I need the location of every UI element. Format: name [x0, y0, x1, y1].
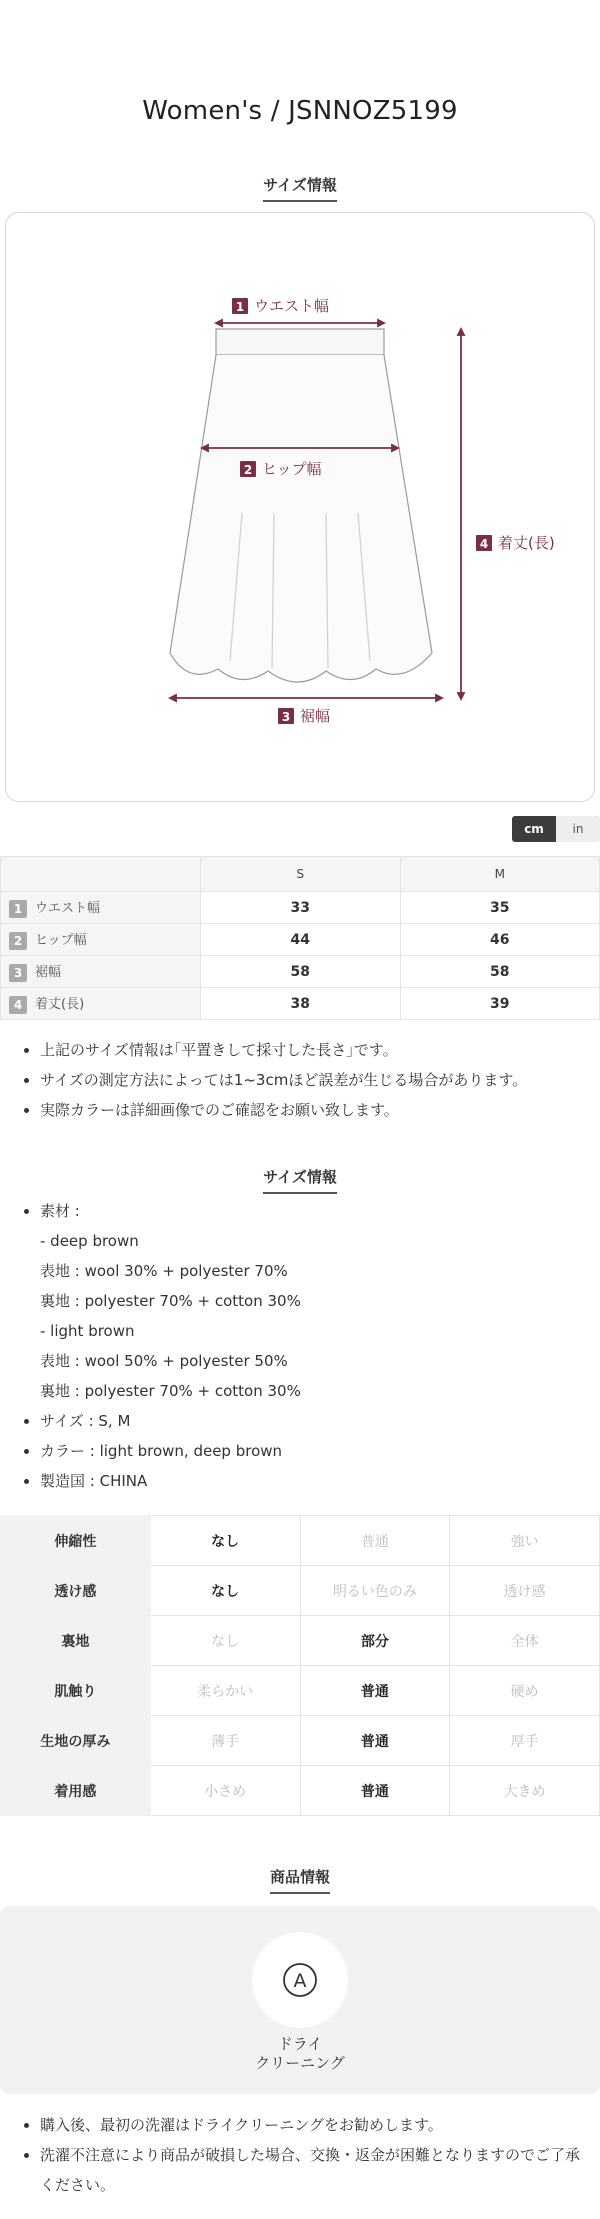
feel-option-selected: なし: [150, 1516, 300, 1566]
feel-row-label: 生地の厚み: [1, 1716, 151, 1766]
feel-option: 大きめ: [450, 1766, 600, 1816]
feel-option: 全体: [450, 1616, 600, 1666]
size-info-heading: サイズ情報: [0, 174, 600, 202]
feel-option: 透け感: [450, 1566, 600, 1616]
origin-item: • 製造国 : CHINA: [40, 1466, 585, 1496]
svg-text:4: 4: [479, 537, 489, 551]
size-notes: [40, 1035, 585, 1125]
feel-row-label: 肌触り: [1, 1666, 151, 1716]
feel-option: 薄手: [150, 1716, 300, 1766]
svg-text:ウエスト幅: ウエスト幅: [254, 297, 330, 315]
feel-option: 普通: [300, 1516, 450, 1566]
material-item: • 素材 : - deep brown 表地 : wool 30% + polyester 70% 裏地 : polyester 70% + cotton 30% - light brown 表地 : wool 50% + polyester 50% 裏地 : polyester 70% + cotton 30%: [40, 1196, 585, 1406]
size-diagram: [5, 212, 595, 802]
list-item: • 上記のサイズ情報は｢平置きして採寸した長さ｣です。: [40, 1035, 585, 1065]
material-line: 表地 : wool 30% + polyester 70%: [40, 1262, 288, 1280]
table-cell: 35: [400, 892, 600, 924]
label-waist: [232, 297, 329, 315]
svg-text:A: A: [293, 1970, 307, 1992]
table-row: [1, 1616, 600, 1666]
table-cell: 58: [201, 956, 401, 988]
list-item: • 実際カラーは詳細画像でのご確認をお願い致します。: [40, 1095, 585, 1125]
table-row: [1, 1666, 600, 1716]
svg-text:3: 3: [281, 710, 291, 724]
table-row: [1, 1566, 600, 1616]
svg-text:着丈(長): 着丈(長): [498, 534, 555, 552]
dry-clean-icon: [252, 1932, 348, 2028]
page-title: Women's / JSNNOZ5199: [142, 96, 458, 126]
care-panel: [0, 1906, 600, 2094]
care-label: ドライ クリーニング: [255, 2035, 345, 2072]
table-row: [1, 892, 600, 924]
table-cell: 38: [201, 988, 401, 1020]
svg-text:2: 2: [243, 463, 253, 477]
feel-option-selected: なし: [150, 1566, 300, 1616]
list-item: • 購入後、最初の洗濯はドライクリーニングをお勧めします。: [40, 2110, 585, 2140]
skirt-illustration: [170, 329, 432, 682]
svg-text:ヒップ幅: ヒップ幅: [262, 460, 322, 478]
product-details-list: [40, 1196, 585, 1496]
size-column-m: M: [400, 857, 600, 892]
table-row: [1, 988, 600, 1020]
svg-text:裾幅: 裾幅: [300, 707, 331, 725]
size-column-s: S: [201, 857, 401, 892]
size-table-corner: [1, 857, 201, 892]
feel-option-selected: 普通: [300, 1766, 450, 1816]
label-hip: [240, 460, 322, 478]
feel-option: なし: [150, 1616, 300, 1666]
row-label-length: 4 着丈(長): [1, 988, 201, 1020]
unit-in-button[interactable]: in: [556, 816, 600, 842]
care-notes: [40, 2110, 585, 2200]
table-cell: 58: [400, 956, 600, 988]
material-line: 裏地 : polyester 70% + cotton 30%: [40, 1382, 301, 1400]
list-item: • サイズの測定方法によっては1~3cmほど誤差が生じる場合があります。: [40, 1065, 585, 1095]
list-item: • 洗濯不注意により商品が破損した場合、交換・返金が困難となりますのでご了承ください。: [40, 2140, 585, 2200]
feel-row-label: 着用感: [1, 1766, 151, 1816]
row-label-waist: 1 ウエスト幅: [1, 892, 201, 924]
feel-option: 厚手: [450, 1716, 600, 1766]
skirt-diagram-svg: [6, 213, 596, 803]
table-cell: 39: [400, 988, 600, 1020]
label-hem: [278, 707, 330, 725]
sizes-item: • サイズ : S, M: [40, 1406, 585, 1436]
material-line: - light brown: [40, 1322, 135, 1340]
table-cell: 44: [201, 924, 401, 956]
table-row: [1, 924, 600, 956]
feel-option: 強い: [450, 1516, 600, 1566]
feel-row-label: 裏地: [1, 1616, 151, 1666]
material-line: 表地 : wool 50% + polyester 50%: [40, 1352, 288, 1370]
size-table: [0, 856, 600, 1020]
size-table-header: [1, 857, 600, 892]
product-info-heading: 商品情報: [0, 1866, 600, 1894]
unit-cm-button[interactable]: cm: [512, 816, 556, 842]
material-line: 裏地 : polyester 70% + cotton 30%: [40, 1292, 301, 1310]
fabric-feel-table: [0, 1515, 600, 1816]
colors-item: • カラー : light brown, deep brown: [40, 1436, 585, 1466]
feel-option: 硬め: [450, 1666, 600, 1716]
detail-info-heading: サイズ情報: [0, 1166, 600, 1194]
feel-option-selected: 普通: [300, 1666, 450, 1716]
row-label-hem: 3 裾幅: [1, 956, 201, 988]
label-length: [476, 534, 555, 552]
table-row: [1, 1716, 600, 1766]
svg-text:1: 1: [235, 300, 245, 314]
row-label-hip: 2 ヒップ幅: [1, 924, 201, 956]
feel-option-selected: 普通: [300, 1716, 450, 1766]
table-row: [1, 1516, 600, 1566]
table-row: [1, 1766, 600, 1816]
feel-option: 柔らかい: [150, 1666, 300, 1716]
unit-toggle[interactable]: [512, 816, 600, 842]
feel-option: 小さめ: [150, 1766, 300, 1816]
feel-row-label: 透け感: [1, 1566, 151, 1616]
care-symbol-badge: [252, 1932, 348, 2028]
table-row: [1, 956, 600, 988]
material-line: - deep brown: [40, 1232, 139, 1250]
feel-option-selected: 部分: [300, 1616, 450, 1666]
table-cell: 46: [400, 924, 600, 956]
feel-row-label: 伸縮性: [1, 1516, 151, 1566]
feel-option: 明るい色のみ: [300, 1566, 450, 1616]
table-cell: 33: [201, 892, 401, 924]
